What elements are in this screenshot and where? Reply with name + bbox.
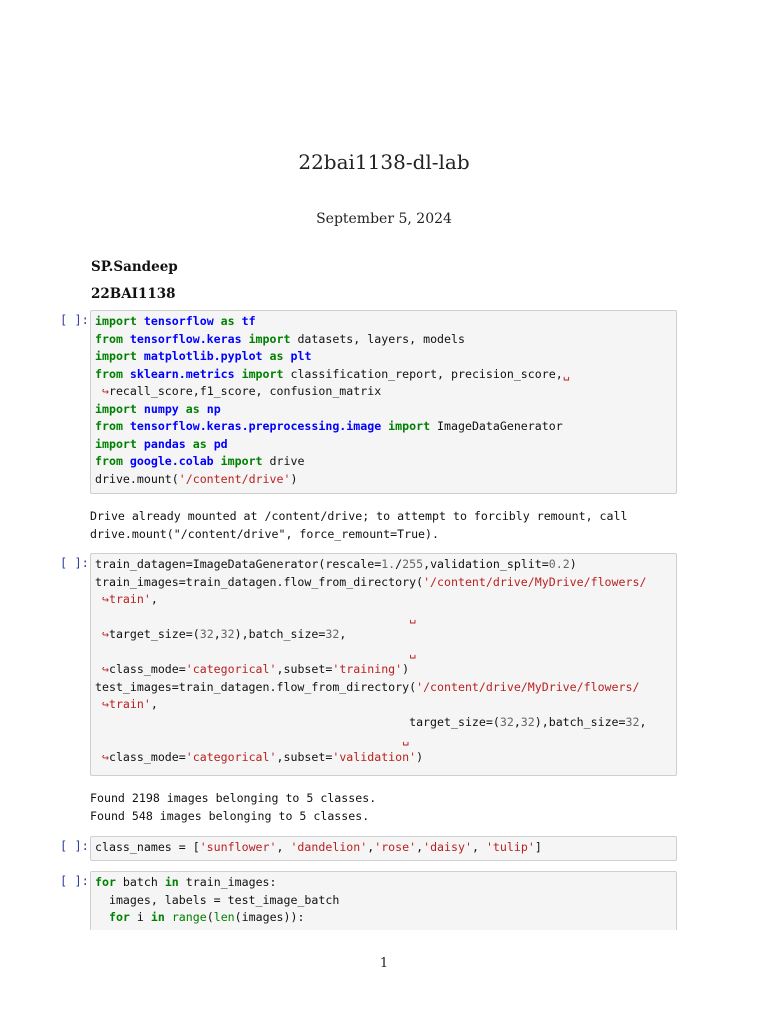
code-token: , (213, 627, 221, 641)
code-line (95, 591, 672, 609)
code-token: sklearn.metrics (129, 366, 235, 381)
code-token: ( (206, 910, 214, 924)
code-line (95, 574, 672, 592)
code-token: import (95, 349, 137, 363)
code-token (214, 454, 221, 468)
code-token: ,subset= (276, 662, 333, 676)
code-token: , (367, 840, 375, 854)
code-token: as (185, 401, 200, 416)
code-token: range (171, 910, 207, 924)
code-token: '/content/drive' (178, 471, 291, 486)
code-token (235, 314, 242, 328)
code-token (95, 645, 409, 659)
code-token (235, 367, 242, 381)
code-token: 32 (625, 714, 640, 729)
code-token: , (639, 714, 647, 729)
code-token (214, 314, 221, 328)
code-token: import (95, 314, 137, 328)
code-line (95, 696, 672, 714)
code-line (95, 401, 672, 419)
code-token: 32 (199, 627, 214, 641)
code-token: / (395, 557, 403, 571)
code-token (186, 437, 193, 451)
code-cell-batch-loop[interactable] (90, 871, 677, 930)
code-token: google.colab (129, 454, 214, 468)
code-token: 'daisy' (423, 840, 472, 854)
code-token: , (150, 697, 158, 711)
code-token (123, 454, 130, 468)
code-line (95, 366, 672, 384)
code-token: numpy (143, 401, 179, 416)
code-token: from (95, 454, 123, 468)
code-token: in (150, 910, 165, 924)
cell-prompt: [ ]: (60, 313, 89, 327)
code-token (137, 402, 144, 416)
code-token: ),batch_size= (534, 714, 626, 729)
code-token: i (129, 910, 151, 924)
code-token: tensorflow (143, 314, 214, 328)
code-token: drive (262, 454, 305, 468)
code-token: 1. (381, 557, 396, 571)
code-token: 'dandelion' (290, 840, 368, 854)
visible-space-marker: ␣ (409, 609, 417, 624)
code-token: ) (402, 662, 410, 676)
code-line (95, 348, 672, 366)
code-token: tensorflow.keras.preprocessing.image (129, 419, 382, 433)
code-token: (images)): (234, 910, 305, 924)
code-line (95, 418, 672, 436)
code-token (242, 332, 249, 346)
code-cell-data-generators[interactable] (90, 553, 677, 776)
code-token: 'rose' (374, 840, 417, 854)
code-token: , (416, 840, 424, 854)
code-token (123, 367, 130, 381)
code-token: tf (241, 314, 256, 328)
code-line (95, 556, 672, 574)
code-token (165, 910, 172, 924)
code-token: train_images=train_datagen.flow_from_directory( (95, 574, 424, 589)
code-token: in (164, 875, 179, 889)
code-line (95, 731, 672, 749)
code-line (95, 383, 672, 401)
code-token: batch (115, 875, 165, 889)
code-token: as (269, 349, 284, 363)
code-token: 'training' (332, 662, 403, 676)
code-token: train' (108, 697, 151, 711)
line-continuation-icon: ↪ (95, 627, 109, 641)
code-token (137, 314, 144, 328)
code-token: ] (534, 840, 542, 854)
line-continuation-icon: ↪ (95, 662, 109, 676)
code-token: target_size=( (95, 714, 500, 729)
code-token: tensorflow.keras (129, 331, 242, 346)
code-token: len (213, 910, 235, 924)
code-line (95, 749, 672, 767)
code-token: plt (290, 349, 312, 363)
code-token: classification_report, precision_score, (283, 366, 563, 381)
code-token (200, 402, 207, 416)
code-token: , (339, 627, 347, 641)
code-token: , (276, 840, 291, 854)
code-token: 'tulip' (485, 840, 535, 854)
cell-output-drive-mount (90, 508, 690, 543)
code-line (95, 626, 672, 644)
author-id: 22BAI1138 (91, 286, 176, 302)
code-token: recall_score,f1_score, confusion_matrix (108, 384, 382, 398)
code-line (95, 679, 672, 697)
code-token: drive.mount( (95, 471, 179, 486)
code-token: import (95, 436, 137, 451)
code-token: as (192, 436, 207, 451)
code-token: target_size=( (108, 627, 200, 641)
code-token (137, 349, 144, 363)
code-token: import (95, 401, 137, 416)
code-token (263, 349, 270, 363)
author-name: SP.Sandeep (91, 259, 178, 275)
code-token: for (108, 910, 130, 924)
code-token: train_datagen=ImageDataGenerator(rescale= (95, 557, 382, 571)
code-token: import (248, 331, 291, 346)
code-token: test_images=train_datagen.flow_from_directory( (95, 679, 417, 694)
line-continuation-icon: ↪ (95, 384, 109, 398)
code-cell-class-names[interactable] (90, 836, 677, 861)
code-token: 'categorical' (185, 662, 277, 676)
line-continuation-icon: ↪ (95, 592, 109, 606)
code-token (207, 437, 214, 451)
code-token (123, 419, 130, 433)
code-line (95, 874, 672, 892)
code-token: ) (290, 471, 298, 486)
code-token: np (206, 401, 221, 416)
code-line (95, 471, 672, 489)
code-cell-imports[interactable] (90, 310, 677, 494)
code-token: '/content/drive/MyDrive/flowers/ (416, 679, 640, 694)
code-token: images, labels = test_image_batch (95, 892, 340, 907)
code-token: '/content/drive/MyDrive/flowers/ (423, 574, 647, 589)
visible-space-marker: ␣ (562, 366, 570, 381)
code-token: datasets, layers, models (290, 331, 465, 346)
document-date: September 5, 2024 (316, 211, 452, 227)
code-token: ) (416, 749, 424, 764)
code-token: import (388, 419, 431, 433)
code-token (123, 332, 130, 346)
code-token: from (95, 366, 123, 381)
code-token: as (220, 314, 235, 328)
code-token: import (241, 366, 284, 381)
page-number: 1 (379, 956, 389, 971)
code-token: 'validation' (332, 749, 417, 764)
code-token (137, 437, 144, 451)
code-token (95, 910, 109, 924)
document-title: 22bai1138-dl-lab (298, 150, 470, 174)
code-token: from (95, 419, 123, 433)
code-token: ,validation_split= (423, 557, 549, 571)
code-token: train' (108, 592, 151, 606)
code-token: 'categorical' (185, 749, 277, 764)
code-token: train_images: (178, 875, 277, 889)
line-continuation-icon: ↪ (95, 697, 109, 711)
code-line (95, 313, 672, 331)
code-token: 'sunflower' (199, 840, 277, 854)
code-line (95, 661, 672, 679)
output-line: drive.mount("/content/drive", force_remount=True). (90, 526, 440, 541)
visible-space-marker: ␣ (409, 644, 417, 659)
code-token: 255 (402, 557, 424, 571)
code-token: , (471, 840, 486, 854)
code-token (95, 732, 402, 746)
code-line (95, 644, 672, 662)
code-token: ) (569, 557, 577, 571)
code-token: ),batch_size= (234, 627, 326, 641)
code-token: ,subset= (276, 749, 333, 764)
code-token: from (95, 331, 123, 346)
code-line (95, 839, 672, 857)
code-line (95, 892, 672, 910)
code-token: class_names = [ (95, 840, 200, 854)
visible-space-marker: ␣ (402, 732, 410, 746)
code-line (95, 609, 672, 627)
code-token: class_mode= (108, 662, 186, 676)
code-line (95, 453, 672, 471)
code-line (95, 714, 672, 732)
output-line: Drive already mounted at /content/drive; to attempt to forcibly remount, call (90, 509, 628, 523)
cell-prompt: [ ]: (60, 874, 89, 888)
output-line: Found 548 images belonging to 5 classes. (90, 808, 370, 823)
code-token: pandas (143, 436, 186, 451)
code-token: 32 (325, 627, 340, 641)
code-token: 32 (520, 714, 535, 729)
output-line: Found 2198 images belonging to 5 classes. (90, 791, 377, 805)
code-token (95, 610, 409, 624)
code-line (95, 909, 672, 927)
code-token: import (220, 454, 263, 468)
code-token: 0.2 (548, 557, 570, 571)
cell-output-found-images (90, 790, 690, 825)
code-token: 32 (499, 714, 514, 729)
code-token: ImageDataGenerator (430, 419, 563, 433)
code-token: 32 (220, 627, 235, 641)
code-token: pd (213, 436, 228, 451)
code-token: , (513, 714, 521, 729)
code-token: , (150, 592, 158, 606)
code-line (95, 436, 672, 454)
code-token: for (95, 875, 116, 889)
code-token: matplotlib.pyplot (143, 349, 263, 363)
cell-prompt: [ ]: (60, 556, 89, 570)
code-token: class_mode= (108, 749, 186, 764)
line-continuation-icon: ↪ (95, 749, 109, 764)
code-token (179, 402, 186, 416)
cell-prompt: [ ]: (60, 839, 89, 853)
code-line (95, 331, 672, 349)
